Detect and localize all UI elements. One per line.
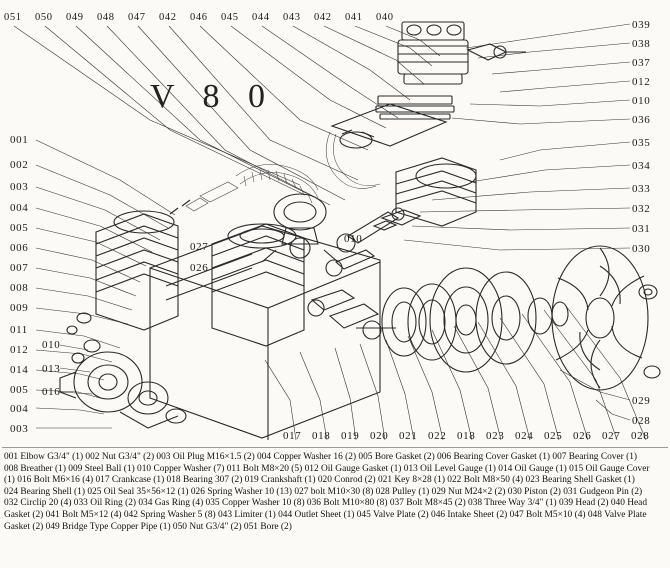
callout-017: 017 xyxy=(283,430,302,442)
callout-027-bottom: 027 xyxy=(602,430,621,442)
callout-041: 041 xyxy=(345,12,363,23)
callout-043: 043 xyxy=(283,12,301,23)
callout-049: 049 xyxy=(66,12,84,23)
callout-019: 019 xyxy=(341,430,360,442)
legend-line-2: 008 Breather (1) 009 Steel Ball (1) 010 Copper Washer (7) 011 Bolt M8×20 (5) 012 Oil Gauge Gasket (1) 013 Oil Level Gauge (1) 014 Oil Gauge (1) 015 Oil Gauge Cover xyxy=(4,463,650,474)
callout-016-inner: 016 xyxy=(42,386,61,398)
callout-010-right: 010 xyxy=(632,95,651,107)
legend-line-1: 001 Elbow G3/4" (1) 002 Nut G3/4" (2) 003 Oil Plug M16×1.5 (2) 004 Copper Washer 16 (2) 005 Bore Gasket (2) 006 Bearing Cover Gasket (1) 007 Bearing Cover (1) xyxy=(4,452,637,462)
callout-026-bottom: 026 xyxy=(573,430,592,442)
callout-029: 029 xyxy=(632,395,651,407)
callout-003-lower: 003 xyxy=(10,423,29,435)
callout-002: 002 xyxy=(10,159,29,171)
callout-013-inner: 013 xyxy=(42,363,61,375)
callout-018-b: 018 xyxy=(457,430,476,442)
callout-027-inner: 027 xyxy=(190,241,209,253)
callout-004-lower: 004 xyxy=(10,403,29,415)
callout-008: 008 xyxy=(10,282,29,294)
callout-048: 048 xyxy=(97,12,115,23)
callout-010-mid: 010 xyxy=(344,233,363,245)
callout-003: 003 xyxy=(10,181,29,193)
legend-line-3: (1) 016 Bolt M6×16 (4) 017 Crankcase (1) 018 Bearing 307 (2) 019 Crankshaft (1) 020 Conrod (2) 021 Key 8×28 (1) 022 Bolt M8×50 (4) 023 Bearing Shell Gasket (1) xyxy=(4,475,635,486)
callout-051: 051 xyxy=(4,12,22,23)
callout-006: 006 xyxy=(10,242,29,254)
callout-026-inner: 026 xyxy=(190,262,209,274)
callout-045: 045 xyxy=(221,12,239,23)
callout-031: 031 xyxy=(632,223,651,235)
legend-line-4: 024 Bearing Shell (1) 025 Oil Seal 35×56×12 (1) 026 Spring Washer 10 (13) 027 bolt M10×30 (8) 028 Pulley (1) 029 Nut M24×2 (2) 030 Piston (2) 031 Gudgeon Pin (2) xyxy=(4,486,643,497)
callout-001: 001 xyxy=(10,134,29,146)
callout-018-a: 018 xyxy=(312,430,331,442)
callout-034: 034 xyxy=(632,160,651,172)
callout-036: 036 xyxy=(632,114,651,126)
callout-046: 046 xyxy=(190,12,208,23)
callout-047: 047 xyxy=(128,12,146,23)
diagram-title: V 8 0 xyxy=(150,78,275,115)
callout-014: 014 xyxy=(10,364,29,376)
callout-042-b: 042 xyxy=(314,12,332,23)
callout-022: 022 xyxy=(428,430,447,442)
callout-028: 028 xyxy=(632,415,651,427)
callout-050: 050 xyxy=(35,12,53,23)
callout-038: 038 xyxy=(632,38,651,50)
callout-030: 030 xyxy=(632,243,651,255)
callout-037: 037 xyxy=(632,57,651,69)
callout-005: 005 xyxy=(10,222,29,234)
callout-021: 021 xyxy=(399,430,418,442)
callout-004: 004 xyxy=(10,202,29,214)
callout-023: 023 xyxy=(486,430,505,442)
callout-035: 035 xyxy=(632,137,651,149)
callout-032: 032 xyxy=(632,203,651,215)
callout-012-right: 012 xyxy=(632,76,651,88)
callout-039: 039 xyxy=(632,19,651,31)
callout-010-inner: 010 xyxy=(42,339,61,351)
callout-009: 009 xyxy=(10,302,29,314)
parts-legend xyxy=(4,452,666,564)
callout-020: 020 xyxy=(370,430,389,442)
callout-024: 024 xyxy=(515,430,534,442)
legend-line-6: Gasket (2) 041 Bolt M5×12 (4) 042 Spring Washer 5 (8) 043 Limiter (1) 044 Outlet Sheet (1) 045 Valve Plate (2) 046 Intake Sheet (2) 047 Bolt M5×10 (4) 048 Valve Plate xyxy=(4,509,647,520)
legend-line-5: 032 Circlip 20 (4) 033 Oil Ring (2) 034 Gas Ring (4) 035 Copper Washer 10 (8) 036 Bolt M10×80 (8) 037 Bolt M8×45 (2) 038 Three Way 3/4" (1) 039 Head (2) 040 Head xyxy=(4,498,648,509)
legend-line-7: Gasket (2) 049 Bridge Type Copper Pipe (1) 050 Nut G3/4" (2) 051 Bore (2) xyxy=(4,521,292,532)
callout-025: 025 xyxy=(544,430,563,442)
callout-033: 033 xyxy=(632,183,651,195)
callout-005-lower: 005 xyxy=(10,384,29,396)
callout-040: 040 xyxy=(376,12,394,23)
callout-028-bottom: 028 xyxy=(631,430,650,442)
legend-divider xyxy=(2,447,668,448)
callout-044: 044 xyxy=(252,12,270,23)
callout-011: 011 xyxy=(10,324,28,336)
callout-012-left: 012 xyxy=(10,344,29,356)
callout-007: 007 xyxy=(10,262,29,274)
callout-042-a: 042 xyxy=(159,12,177,23)
